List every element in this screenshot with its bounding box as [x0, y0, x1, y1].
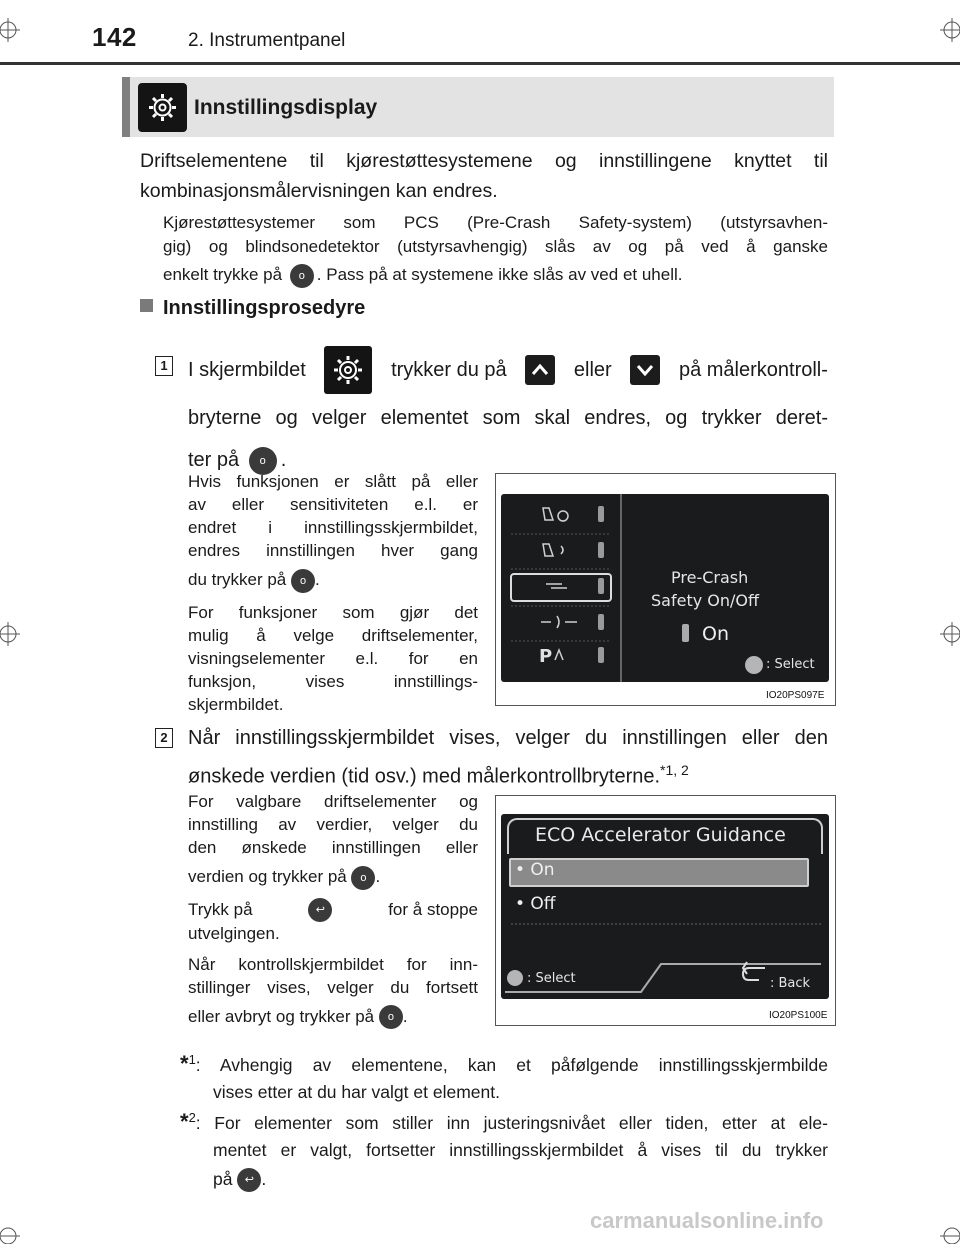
note-line: du trykker på	[188, 570, 287, 589]
footnote-text: vises etter at du har valgt et element.	[213, 1081, 500, 1102]
footnote-2	[180, 1104, 828, 1193]
note-line: stillinger vises, velger du fortsett	[188, 977, 478, 997]
step-text: ønskede verdien (tid osv.) med målerkontrollbryterne.	[188, 765, 661, 788]
step-1-note	[188, 470, 478, 716]
select-hint: : Select	[527, 971, 576, 986]
square-bullet-icon	[140, 299, 153, 312]
figure-code: IO20PS100E	[769, 1010, 828, 1021]
footnote-text: .	[261, 1168, 267, 1189]
note-line: endret i innstillingsskjermbildet,	[188, 518, 478, 537]
figure-pcs-settings	[495, 473, 836, 706]
footnote-1	[180, 1046, 828, 1106]
intro-note	[163, 211, 828, 288]
meter-screen	[501, 494, 829, 682]
footnote-ref: *1, 2	[660, 762, 689, 778]
chevron-up-icon	[525, 355, 555, 385]
footnote-text: mentet er valgt, fortsetter innstillingsskjermbildet å vises til du trykker	[213, 1139, 828, 1160]
pcs-label: Safety On/Off	[651, 591, 760, 610]
note-line: visningselementer e.l. for en	[188, 648, 478, 668]
ok-button-icon: o	[290, 264, 314, 288]
note-line: Hvis funksjonen er slått på eller	[188, 472, 478, 491]
ok-button-icon: o	[291, 569, 315, 593]
back-hint: : Back	[770, 976, 811, 991]
figure-eco-guidance	[495, 795, 836, 1026]
note-line: . Pass på at systemene ikke slås av ved et uhell.	[316, 265, 683, 284]
intro-line: Driftselementene til kjørestøttesystemene og innstillingene knyttet til	[140, 150, 828, 172]
ok-button-icon: o	[351, 866, 375, 890]
note-line: .	[375, 867, 381, 886]
intro-paragraph	[140, 146, 828, 206]
ok-button-icon: o	[379, 1005, 403, 1029]
step-text: eller	[573, 359, 612, 381]
step-number: 1	[155, 356, 173, 376]
note-line: verdien og trykker på	[188, 867, 347, 886]
subheading	[140, 297, 365, 320]
footnote-mark: *	[180, 1050, 189, 1076]
watermark: carmanualsonline.info	[590, 1208, 824, 1233]
step-text: på målerkontroll-	[678, 359, 828, 381]
footnote-text: : Avhengig av elementene, kan et påfølgende innstillingsskjermbilde	[195, 1054, 828, 1075]
note-line: Kjørestøttesystemer som PCS (Pre-Crash Safety-system) (utstyrsavhen-	[163, 213, 828, 232]
note-line: .	[402, 1006, 408, 1026]
option-off: • Off	[515, 894, 556, 914]
svg-text:P: P	[539, 646, 553, 667]
footnote-number: 2	[188, 1110, 196, 1125]
back-button-icon: ↩	[237, 1168, 261, 1192]
step-text: bryterne og velger elementet som skal endres, og trykker deret-	[188, 407, 828, 429]
ok-button-icon: o	[249, 447, 277, 475]
footnote-number: 1	[188, 1052, 196, 1067]
meter-screen	[501, 814, 829, 999]
step-1-text	[188, 346, 828, 476]
select-button-icon	[745, 656, 763, 674]
gear-icon	[324, 346, 372, 394]
note-line: av eller sensitiviteten e.l. er	[188, 495, 478, 514]
step-text: ter på	[188, 449, 240, 471]
chapter-title: 2. Instrumentpanel	[188, 30, 346, 51]
step-2-note	[188, 790, 478, 1029]
header-rule	[0, 62, 960, 65]
intro-line: kombinasjonsmålervisningen kan endres.	[140, 180, 498, 202]
note-line: For funksjoner som gjør det	[188, 602, 478, 622]
note-line: endres innstillingen hver gang	[188, 541, 478, 560]
step-text: Når innstillingsskjermbildet vises, velger du innstillingen eller den	[188, 727, 828, 749]
figure-code: IO20PS097E	[766, 690, 825, 701]
note-line: den ønskede innstillingen eller	[188, 838, 478, 857]
gear-icon	[138, 83, 187, 132]
note-line: .	[315, 570, 320, 589]
option-on: • On	[515, 860, 555, 880]
back-button-icon: ↩	[308, 898, 332, 922]
note-line: Trykk på	[188, 900, 253, 920]
footnote-text: : For elementer som stiller inn justeringsnivået eller tiden, etter at ele-	[195, 1112, 828, 1133]
note-line: utvelgingen.	[188, 923, 280, 943]
chevron-down-icon	[630, 355, 660, 385]
pcs-label: Pre-Crash	[671, 568, 749, 587]
subheading-text: Innstillingsprosedyre	[163, 297, 366, 319]
note-line: For valgbare driftselementer og	[188, 792, 478, 811]
screen-title: ECO Accelerator Guidance	[535, 824, 786, 846]
note-line: skjermbildet.	[188, 694, 284, 714]
step-text: I skjermbildet	[188, 359, 306, 381]
select-hint: : Select	[766, 657, 815, 672]
footnote-mark: *	[180, 1108, 189, 1134]
step-number: 2	[155, 728, 173, 748]
note-line: Når kontrollskjermbildet for inn-	[188, 954, 478, 974]
page-number: 142	[92, 22, 137, 52]
footnote-text: på	[213, 1168, 233, 1189]
step-text: trykker du på	[391, 359, 507, 381]
note-line: for å stoppe	[388, 900, 478, 920]
note-line: gig) og blindsonedetektor (utstyrsavhengig) slås av og på ved å ganske	[163, 237, 828, 256]
note-line: eller avbryt og trykker på	[188, 1006, 375, 1026]
note-line: enkelt trykke på	[163, 265, 283, 284]
note-line: innstilling av verdier, velger du	[188, 815, 478, 834]
step-text: .	[280, 449, 287, 471]
pcs-state: On	[702, 623, 729, 645]
note-line: funksjon, vises innstillings-	[188, 671, 478, 691]
note-line: mulig å velge driftselementer,	[188, 625, 478, 645]
step-2-text	[188, 722, 828, 793]
section-title: Innstillingsdisplay	[194, 96, 378, 119]
